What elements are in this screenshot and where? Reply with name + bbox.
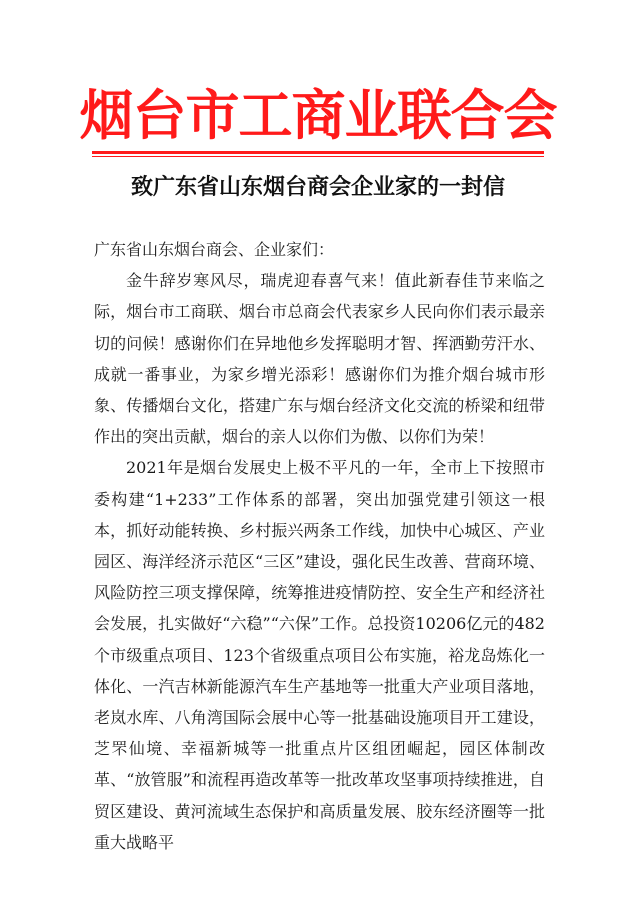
paragraph-greeting: 金牛辞岁寒风尽，瑞虎迎春喜气来！值此新春佳节来临之际，烟台市工商联、烟台市总商会代表家乡人民向你们表示最亲切的问候！感谢你们在异地他乡发挥聪明才智、挥洒勤劳汗水、成就一番事业，为家乡增光添彩！感谢你们为推介烟台城市形象、传播烟台文化，搭建广东与烟台经济文化交流的桥梁和纽带作出的突出贡献，烟台的亲人以你们为傲、以你们为荣！: [94, 271, 545, 447]
salutation: 广东省山东烟台商会、企业家们：: [94, 240, 335, 259]
organization-title: 烟台市工商业联合会: [79, 83, 557, 147]
letter-title: 致广东省山东烟台商会企业家的一封信: [130, 174, 505, 200]
red-divider-thin: [92, 156, 544, 157]
paragraph-review-2021: 2021年是烟台发展史上极不平凡的一年，全市上下按照市委构建“1+233”工作体系的部署，突出加强党建引领这一根本，抓好动能转换、乡村振兴两条工作线，加快中心城区、产业园区、海洋经济示范区“三区”建设，强化民生改善、营商环境、风险防控三项支撑保障，统筹推进疫情防控、安全生产和经济社会发展，扎实做好“六稳”“六保”工作。总投资10206亿元的482个市级重点项目、123个省级重点项目公布实施，裕龙岛炼化一体化、一汽吉林新能源汽车生产基地等一批重大产业项目落地，老岚水库、八角湾国际会展中心等一批基础设施项目开工建设，芝罘仙境、幸福新城等一批重点片区组团崛起，园区体制改革、“放管服”和流程再造改革等一批改革攻坚事项持续推进，自贸区建设、黄河流域生态保护和高质量发展、胶东经济圈等一批重大战略平: [94, 458, 545, 852]
letter-body: [94, 234, 545, 858]
red-divider-thick: [92, 151, 544, 154]
